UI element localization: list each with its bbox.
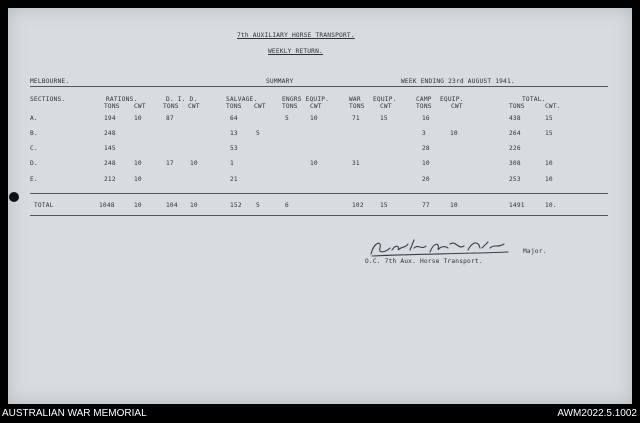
table-cell: 264 (509, 130, 521, 137)
table-cell: 248 (104, 160, 116, 167)
column-sub-header: TONS (282, 103, 298, 110)
document-sheet (8, 8, 632, 404)
table-cell: 13 (230, 130, 238, 137)
total-cell: 1048 (99, 202, 115, 209)
column-group-header: WAR (349, 96, 361, 103)
column-group-header: ENGRS EQUIP. (282, 96, 330, 103)
table-cell: 438 (509, 115, 521, 122)
punch-hole (9, 192, 19, 202)
table-cell: 10 (190, 160, 198, 167)
table-cell: 10 (310, 115, 318, 122)
table-cell: 10 (450, 130, 458, 137)
section-label: E. (30, 176, 38, 183)
column-group-header: EQUIP. (440, 96, 464, 103)
table-cell: 28 (422, 145, 430, 152)
footer-accession-number: AWM2022.5.1002 (557, 408, 637, 419)
column-sub-header: CWT. (545, 103, 561, 110)
total-cell: 1491 (509, 202, 525, 209)
summary-label: SUMMARY (266, 78, 294, 85)
table-cell: 5 (256, 130, 260, 137)
table-cell: 21 (230, 176, 238, 183)
column-sub-header: CWT (310, 103, 322, 110)
total-cell: 102 (352, 202, 364, 209)
total-rule-bottom (30, 215, 608, 216)
location-label: MELBOURNE. (30, 78, 70, 85)
total-rule-top (30, 193, 608, 194)
column-group-header: EQUIP. (373, 96, 397, 103)
column-sub-header: CWT (254, 103, 266, 110)
section-label: C. (30, 145, 38, 152)
column-sub-header: CWT (451, 103, 463, 110)
total-cell: 6 (285, 202, 289, 209)
section-label: D. (30, 160, 38, 167)
total-cell: 10 (450, 202, 458, 209)
total-cell: 104 (166, 202, 178, 209)
week-ending-label: WEEK ENDING 23rd AUGUST 1941. (401, 78, 515, 85)
column-sub-header: TONS (509, 103, 525, 110)
table-cell: 64 (230, 115, 238, 122)
total-cell: 77 (422, 202, 430, 209)
column-group-header: TOTAL. (522, 96, 546, 103)
column-sub-header: TONS (104, 103, 120, 110)
table-cell: 10 (545, 176, 553, 183)
column-group-header: D. I. D. (166, 96, 198, 103)
total-cell: 152 (230, 202, 242, 209)
table-cell: 226 (509, 145, 521, 152)
table-cell: 31 (352, 160, 360, 167)
column-sub-header: CWT (380, 103, 392, 110)
table-cell: 10 (422, 160, 430, 167)
column-sub-header: CWT (188, 103, 200, 110)
column-group-header: SECTIONS. (30, 96, 66, 103)
column-sub-header: TONS (416, 103, 432, 110)
table-cell: 10 (134, 176, 142, 183)
table-cell: 145 (104, 145, 116, 152)
table-cell: 308 (509, 160, 521, 167)
handwritten-signature (368, 236, 518, 260)
document-title: 7th AUXILIARY HORSE TRANSPORT. (237, 32, 355, 39)
table-cell: 17 (166, 160, 174, 167)
signature-title: O.C. 7th Aux. Horse Transport. (365, 258, 483, 265)
table-cell: 248 (104, 130, 116, 137)
table-cell: 71 (352, 115, 360, 122)
table-cell: 3 (422, 130, 426, 137)
table-cell: 10 (545, 160, 553, 167)
footer-institution: AUSTRALIAN WAR MEMORIAL (2, 408, 147, 419)
table-cell: 10 (134, 115, 142, 122)
total-cell: 10 (190, 202, 198, 209)
table-cell: 53 (230, 145, 238, 152)
total-cell: 10 (134, 202, 142, 209)
document-subtitle: WEEKLY RETURN. (268, 48, 323, 55)
column-group-header: RATIONS. (106, 96, 138, 103)
table-cell: 253 (509, 176, 521, 183)
table-cell: 87 (166, 115, 174, 122)
section-label: A. (30, 115, 38, 122)
table-cell: 16 (422, 115, 430, 122)
header-rule (30, 86, 608, 87)
total-cell: 10. (545, 202, 557, 209)
table-cell: 5 (285, 115, 289, 122)
table-cell: 212 (104, 176, 116, 183)
section-label: B. (30, 130, 38, 137)
table-cell: 15 (545, 115, 553, 122)
table-cell: 10 (310, 160, 318, 167)
column-group-header: SALVAGE. (226, 96, 258, 103)
column-sub-header: CWT (134, 103, 146, 110)
column-sub-header: TONS (226, 103, 242, 110)
table-cell: 15 (380, 115, 388, 122)
table-cell: 20 (422, 176, 430, 183)
table-cell: 10 (134, 160, 142, 167)
signature-role: Major. (523, 248, 547, 255)
column-sub-header: TONS (349, 103, 365, 110)
table-cell: 1 (230, 160, 234, 167)
total-cell: 5 (256, 202, 260, 209)
total-cell: 15 (380, 202, 388, 209)
table-cell: 15 (545, 130, 553, 137)
table-cell: 194 (104, 115, 116, 122)
total-label: TOTAL (34, 202, 54, 209)
column-sub-header: TONS (163, 103, 179, 110)
column-group-header: CAMP (416, 96, 432, 103)
